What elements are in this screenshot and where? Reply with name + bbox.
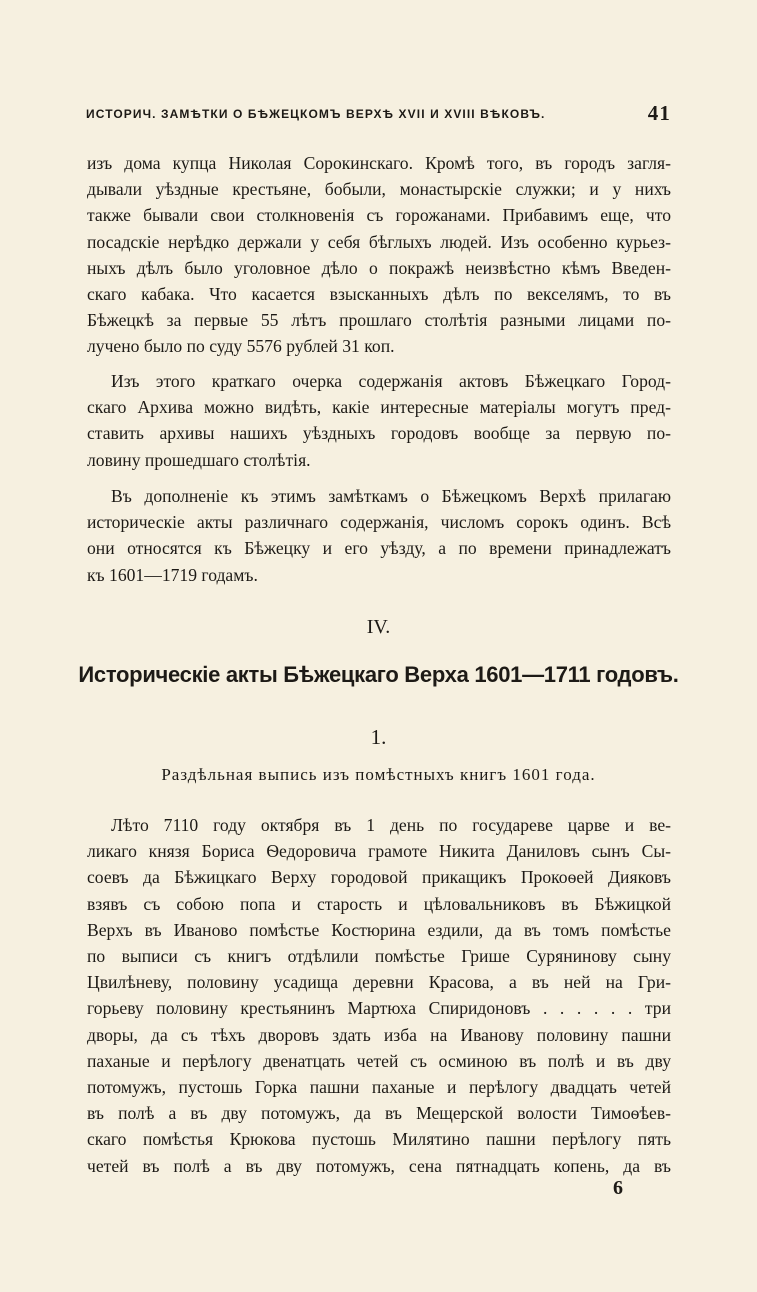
- document-number: 1.: [370, 725, 387, 749]
- text-line: ныхъ дѣлъ было уголовное дѣло о покражѣ неизвѣстно кѣмъ Введен-: [87, 257, 671, 278]
- text-line: Изъ этого краткаго очерка содержанія актовъ Бѣжецкаго Город-: [111, 371, 671, 391]
- paragraph-4: [87, 812, 671, 1179]
- section-title: Историческіе акты Бѣжецкаго Верха 1601—1711 годовъ.: [78, 662, 679, 687]
- text-line: они относятся къ Бѣжецку и его уѣзду, а по времени принадлежатъ: [87, 538, 671, 559]
- text-line: также бывали свои столкновенія съ горожанами. Прибавимъ еще, что: [87, 205, 671, 226]
- document-title: Раздѣльная выпись изъ помѣстныхъ книгъ 1601 года.: [161, 765, 596, 784]
- text-line: скаго кабака. Что касается взысканныхъ дѣлъ по векселямъ, то въ: [87, 284, 671, 305]
- text-line: взявъ съ собою попа и старость и цѣловальниковъ въ Бѣжицкой: [87, 893, 671, 914]
- text-line: дворы, да съ тѣхъ дворовъ здать изба на Иванову половину пашни: [87, 1024, 671, 1045]
- text-line: ловину прошедшаго столѣтія.: [87, 449, 311, 470]
- text-line: посадскіе нерѣдко держали у себя бѣглыхъ людей. Изъ особенно курьез-: [87, 231, 671, 252]
- text-line: Цвилѣневу, половину усадища деревни Красова, а въ ней на Гри-: [87, 972, 671, 993]
- text-line: горьеву половину крестьянинъ Мартюха Спиридоновъ . . . . . . три: [87, 998, 671, 1019]
- text-line: потомужъ, пустошь Горка пашни паханые и перѣлогу двадцать четей: [87, 1077, 671, 1098]
- running-head: [86, 103, 671, 127]
- text-line: Верхъ въ Иваново помѣстье Костюрина ездили, да въ томъ помѣстье: [87, 919, 671, 940]
- text-line: историческіе акты различнаго содержанія, числомъ сорокъ одинъ. Всѣ: [87, 512, 671, 533]
- paragraph-1: [87, 150, 671, 360]
- text-line: въ полѣ а въ дву потомужъ, да въ Мещерской волости Тимоѳѣев-: [87, 1103, 671, 1124]
- paragraph-3: [87, 483, 671, 588]
- text-line: ставить архивы нашихъ уѣздныхъ городовъ вообще за первую по-: [87, 423, 671, 444]
- signature-mark: 6: [613, 1177, 623, 1199]
- text-line: скаго Архива можно видѣть, какіе интересные матеріалы могутъ пред-: [87, 397, 671, 418]
- text-line: паханые и перѣлогу двенатцать четей съ осминою въ полѣ и въ дву: [87, 1050, 671, 1071]
- text-line: четей въ полѣ а въ дву потомужъ, сена пятнадцать копень, да въ: [87, 1155, 671, 1176]
- paragraph-2: [87, 368, 671, 473]
- page-number: 41: [647, 101, 671, 125]
- text-line: Лѣто 7110 году октября въ 1 день по государеве царве и ве-: [111, 815, 671, 835]
- section-number: IV.: [366, 616, 391, 638]
- text-line: лучено было по суду 5576 рублей 31 коп.: [87, 336, 395, 357]
- text-line: ликаго князя Бориса Ѳедоровича грамоте Никита Даниловъ сынъ Сы-: [87, 841, 671, 862]
- text-line: къ 1601—1719 годамъ.: [87, 564, 258, 585]
- text-line: скаго помѣстья Крюкова пустошь Милятино пашни перѣлогу пять: [87, 1129, 671, 1150]
- text-line: дывали уѣздные крестьяне, бобыли, монастырскіе служки; и у нихъ: [87, 179, 671, 200]
- text-line: по выписи съ книгъ отдѣлили помѣстье Грише Сурянинову сыну: [87, 946, 671, 967]
- text-line: Бѣжецкѣ за первые 55 лѣтъ прошлаго столѣтія разными лицами по-: [87, 310, 671, 331]
- text-line: соевъ да Бѣжицкаго Верху городовой прикащикъ Прокоѳей Дияковъ: [87, 867, 671, 888]
- text-line: Въ дополненіе къ этимъ замѣткамъ о Бѣжецкомъ Верхѣ прилагаю: [111, 486, 671, 506]
- running-head-title: ИСТОРИЧ. ЗАМѢТКИ О БѢЖЕЦКОМЪ ВЕРХѢ XVII И XVIII ВѢКОВЪ.: [86, 107, 546, 121]
- text-line: изъ дома купца Николая Сорокинскаго. Кромѣ того, въ городъ загля-: [87, 153, 671, 173]
